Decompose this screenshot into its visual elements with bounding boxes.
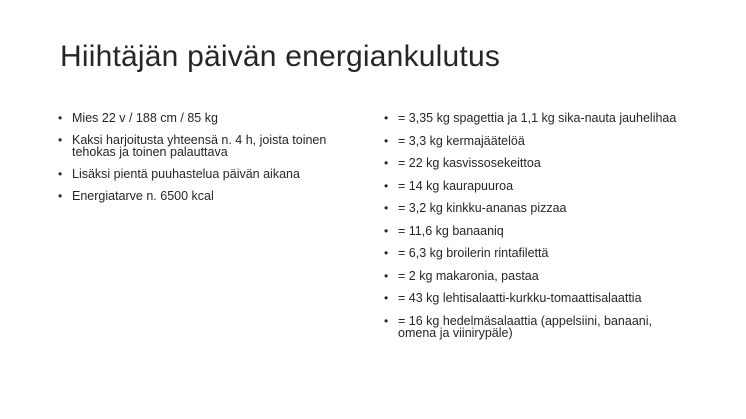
left-bullet-item: • Kaksi harjoitusta yhteensä n. 4 h, joista toinen tehokas ja toinen palauttava [58, 134, 358, 158]
right-bullet-item: • = 43 kg lehtisalaatti-kurkku-tomaattisalaattia [384, 292, 684, 304]
right-bullet-item: • = 14 kg kaurapuuroa [384, 180, 684, 192]
right-bullet-item: • = 6,3 kg broilerin rintafilettä [384, 247, 684, 259]
right-bullet-item: • = 3,3 kg kermajäätelöä [384, 135, 684, 147]
left-bullet-item: • Mies 22 v / 188 cm / 85 kg [58, 112, 358, 124]
right-bullet-item: • = 2 kg makaronia, pastaa [384, 270, 684, 282]
left-bullet-list [58, 112, 358, 212]
slide-title: Hiihtäjän päivän energiankulutus [60, 40, 501, 73]
left-bullet-item: • Energiatarve n. 6500 kcal [58, 190, 358, 202]
right-bullet-item: • = 22 kg kasvissosekeittoa [384, 157, 684, 169]
right-bullet-item: • = 3,35 kg spagettia ja 1,1 kg sika-nauta jauhelihaa [384, 112, 684, 124]
left-bullet-item: • Lisäksi pientä puuhastelua päivän aikana [58, 168, 358, 180]
right-bullet-item: • = 3,2 kg kinkku-ananas pizzaa [384, 202, 684, 214]
right-bullet-item: • = 16 kg hedelmäsalaattia (appelsiini, banaani, omena ja viinirypäle) [384, 315, 684, 339]
right-bullet-item: • = 11,6 kg banaaniq [384, 225, 684, 237]
right-bullet-list [384, 112, 684, 349]
